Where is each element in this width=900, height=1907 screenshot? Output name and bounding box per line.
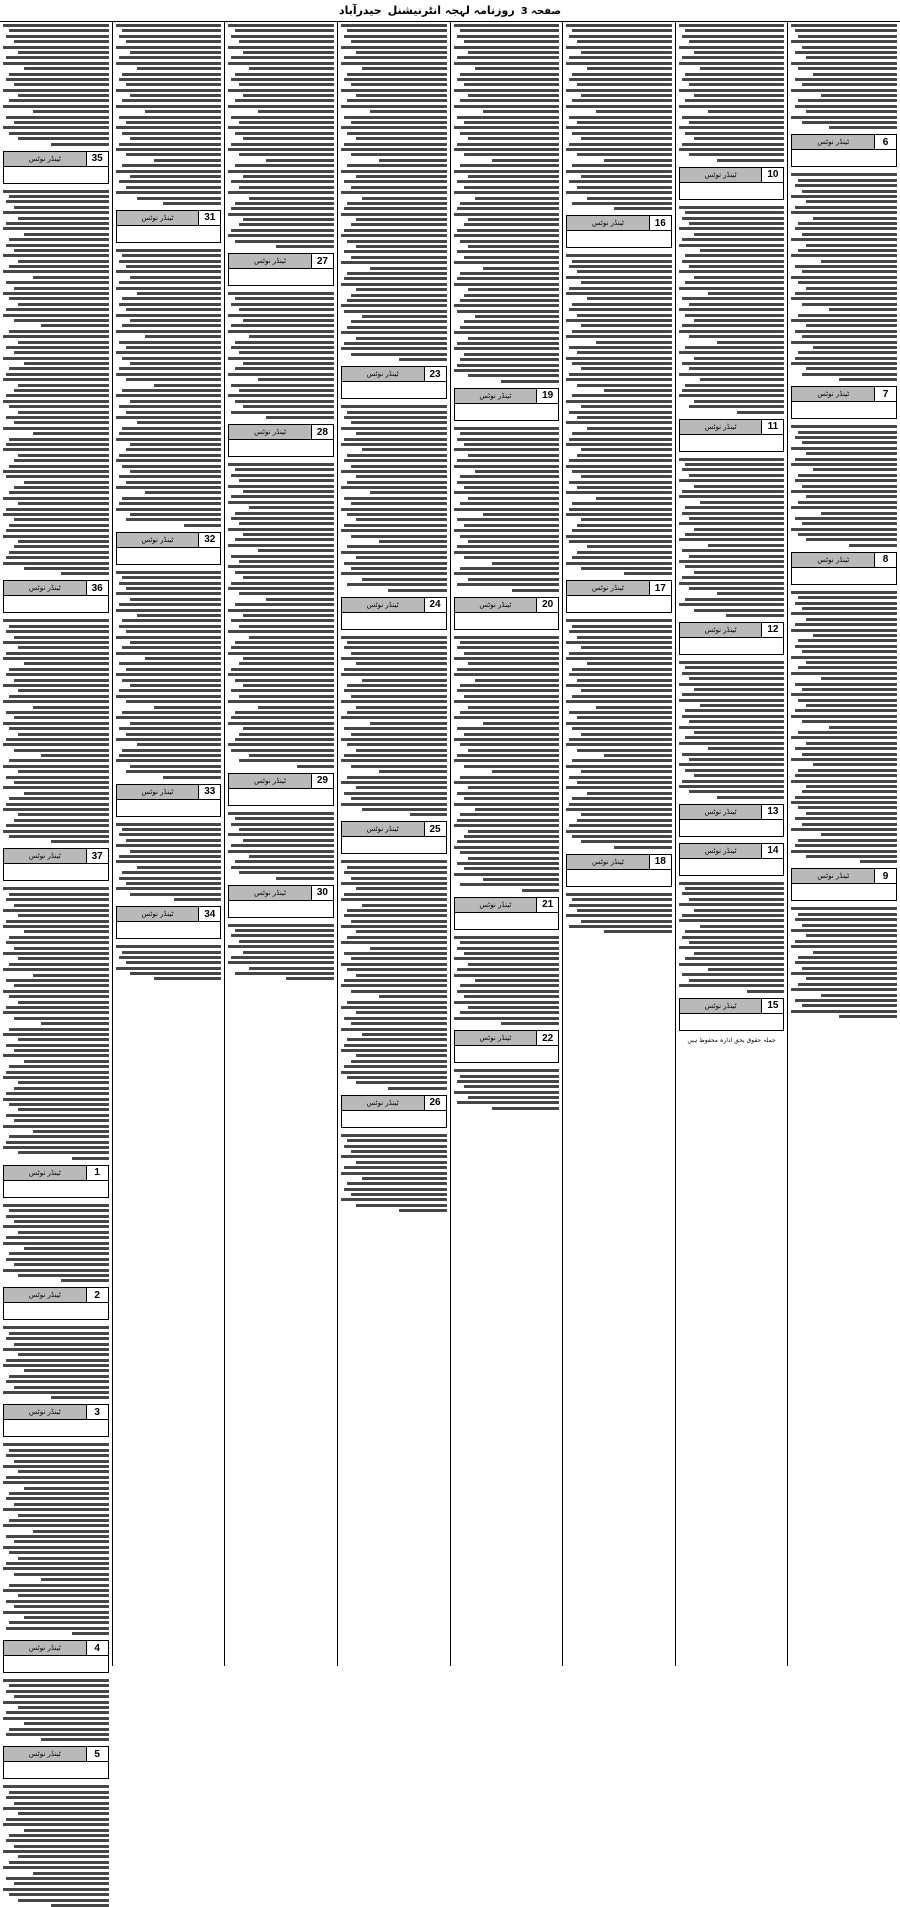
notice-box[interactable]: [566, 215, 672, 248]
notice-body: [680, 859, 784, 875]
notice-header: [4, 1288, 108, 1303]
notice-title: ٹینڈر نوٹس: [4, 1288, 86, 1302]
notice-box[interactable]: [679, 998, 785, 1031]
notice-box[interactable]: [3, 580, 109, 613]
notice-box[interactable]: [3, 151, 109, 184]
notice-title: ٹینڈر نوٹس: [680, 805, 762, 819]
notice-header: [792, 869, 896, 884]
paragraph: [566, 619, 672, 848]
notice-box[interactable]: [454, 597, 560, 630]
notice-title: ٹینڈر نوٹس: [455, 1031, 537, 1045]
notice-body: [342, 1111, 446, 1127]
notice-title: ٹینڈر نوٹس: [342, 367, 424, 381]
notice-title: ٹینڈر نوٹس: [117, 211, 199, 225]
notice-body: [117, 922, 221, 938]
paragraph: [116, 249, 222, 527]
notice-header: [4, 581, 108, 596]
notice-title: ٹینڈر نوٹس: [4, 1641, 86, 1655]
notice-box[interactable]: [791, 386, 897, 419]
notice-body: [117, 800, 221, 816]
paragraph: [3, 24, 109, 146]
notice-number: 18: [649, 855, 671, 869]
notice-box[interactable]: [679, 622, 785, 655]
notice-body: [4, 596, 108, 612]
column-1: [787, 22, 900, 1666]
notice-header: [455, 1031, 559, 1046]
notice-header: [680, 844, 784, 859]
notice-header: [4, 1405, 108, 1420]
notice-header: [567, 581, 671, 596]
notice-title: ٹینڈر نوٹس: [4, 152, 86, 166]
notice-title: ٹینڈر نوٹس: [4, 581, 86, 595]
notice-title: ٹینڈر نوٹس: [680, 168, 762, 182]
notice-box[interactable]: [341, 1095, 447, 1128]
notice-header: [792, 387, 896, 402]
notice-title: ٹینڈر نوٹس: [792, 387, 874, 401]
notice-box[interactable]: [566, 854, 672, 887]
paragraph: [3, 1443, 109, 1635]
notice-body: [4, 1303, 108, 1319]
notice-body: [342, 382, 446, 398]
notice-header: [342, 598, 446, 613]
paragraph: [791, 591, 897, 864]
notice-box[interactable]: [116, 906, 222, 939]
notice-header: [680, 999, 784, 1014]
paragraph: [228, 463, 334, 768]
paragraph: [116, 823, 222, 901]
notice-box[interactable]: [228, 773, 334, 806]
notice-box[interactable]: [3, 1165, 109, 1198]
notice-body: [680, 1014, 784, 1030]
paragraph: [679, 24, 785, 162]
notice-header: [455, 389, 559, 404]
notice-body: [455, 913, 559, 929]
column-6: [224, 22, 337, 1666]
notice-box[interactable]: [116, 532, 222, 565]
notice-title: ٹینڈر نوٹس: [4, 1747, 86, 1761]
notice-number: 1: [86, 1166, 108, 1180]
notice-box[interactable]: [454, 897, 560, 930]
notice-body: [680, 435, 784, 451]
notice-box[interactable]: [679, 843, 785, 876]
notice-body: [4, 1656, 108, 1672]
paragraph: [566, 893, 672, 934]
notice-title: ٹینڈر نوٹس: [680, 844, 762, 858]
notice-header: [117, 907, 221, 922]
notice-title: ٹینڈر نوٹس: [680, 420, 762, 434]
notice-header: [4, 152, 108, 167]
notice-number: 32: [198, 533, 220, 547]
notice-number: 30: [311, 886, 333, 900]
notice-title: ٹینڈر نوٹس: [4, 849, 86, 863]
masthead-edition: حیدرآباد: [338, 4, 382, 17]
notice-title: ٹینڈر نوٹس: [117, 907, 199, 921]
paragraph: [3, 619, 109, 843]
paragraph: [791, 24, 897, 129]
column-7: [112, 22, 225, 1666]
notice-header: [4, 1166, 108, 1181]
paragraph: [454, 936, 560, 1025]
paragraph: [341, 860, 447, 1089]
notice-body: [342, 613, 446, 629]
paragraph: [679, 458, 785, 617]
notice-number: 27: [311, 254, 333, 268]
notice-body: [4, 1762, 108, 1778]
paragraph: [679, 882, 785, 993]
paragraph: [341, 405, 447, 591]
notice-box[interactable]: [228, 885, 334, 918]
paragraph: [341, 24, 447, 361]
notice-box[interactable]: [791, 552, 897, 585]
paragraph: [3, 1326, 109, 1399]
notice-body: [455, 613, 559, 629]
paragraph: [791, 907, 897, 1018]
notice-box[interactable]: [116, 784, 222, 817]
notice-body: [567, 596, 671, 612]
notice-number: 21: [536, 898, 558, 912]
column-container: [0, 22, 900, 1760]
notice-number: 13: [761, 805, 783, 819]
notice-header: [117, 533, 221, 548]
notice-number: 9: [874, 869, 896, 883]
notice-body: [117, 226, 221, 242]
notice-header: [567, 855, 671, 870]
notice-number: 35: [86, 152, 108, 166]
column-4: [450, 22, 563, 1666]
paragraph: [454, 427, 560, 592]
notice-number: 29: [311, 774, 333, 788]
notice-body: [4, 1181, 108, 1197]
notice-box[interactable]: [791, 868, 897, 901]
notice-number: 26: [424, 1096, 446, 1110]
notice-box[interactable]: [3, 1746, 109, 1779]
notice-body: [792, 884, 896, 900]
notice-title: ٹینڈر نوٹس: [229, 425, 311, 439]
paragraph: [3, 1204, 109, 1282]
notice-box[interactable]: [341, 821, 447, 854]
notice-body: [342, 837, 446, 853]
notice-title: ٹینڈر نوٹس: [117, 533, 199, 547]
paragraph: [566, 254, 672, 575]
notice-box[interactable]: [3, 1404, 109, 1437]
notice-number: 7: [874, 387, 896, 401]
notice-header: [680, 805, 784, 820]
notice-title: ٹینڈر نوٹس: [680, 999, 762, 1013]
notice-header: [229, 774, 333, 789]
notice-number: 20: [536, 598, 558, 612]
notice-title: ٹینڈر نوٹس: [4, 1166, 86, 1180]
paragraph: [791, 425, 897, 547]
notice-title: ٹینڈر نوٹس: [455, 598, 537, 612]
notice-number: 12: [761, 623, 783, 637]
notice-number: 24: [424, 598, 446, 612]
notice-header: [342, 367, 446, 382]
notice-number: 16: [649, 216, 671, 230]
paragraph: [679, 206, 785, 414]
paragraph: [116, 24, 222, 205]
notice-header: [229, 425, 333, 440]
notice-number: 17: [649, 581, 671, 595]
column-5: [337, 22, 450, 1666]
notice-body: [4, 864, 108, 880]
notice-number: 23: [424, 367, 446, 381]
notice-number: 28: [311, 425, 333, 439]
paragraph: [341, 636, 447, 817]
notice-header: [229, 254, 333, 269]
notice-title: ٹینڈر نوٹس: [792, 869, 874, 883]
notice-title: ٹینڈر نوٹس: [229, 886, 311, 900]
notice-body: [229, 901, 333, 917]
notice-header: [342, 822, 446, 837]
notice-box[interactable]: [566, 580, 672, 613]
notice-body: [567, 231, 671, 247]
masthead: [0, 0, 900, 22]
notice-title: ٹینڈر نوٹس: [792, 135, 874, 149]
notice-box[interactable]: [791, 134, 897, 167]
notice-number: 3: [86, 1405, 108, 1419]
notice-box[interactable]: [3, 1640, 109, 1673]
notice-title: ٹینڈر نوٹس: [342, 822, 424, 836]
notice-title: ٹینڈر نوٹس: [117, 785, 199, 799]
notice-title: ٹینڈر نوٹس: [567, 855, 649, 869]
notice-number: 14: [761, 844, 783, 858]
notice-header: [455, 898, 559, 913]
notice-box[interactable]: [679, 167, 785, 200]
notice-header: [4, 1641, 108, 1656]
notice-body: [792, 150, 896, 166]
masthead-paper-name: روزنامہ لہجہ انٹرنیشنل: [387, 4, 515, 17]
notice-title: ٹینڈر نوٹس: [455, 898, 537, 912]
notice-header: [117, 785, 221, 800]
notice-number: 15: [761, 999, 783, 1013]
notice-body: [4, 1420, 108, 1436]
notice-title: ٹینڈر نوٹس: [342, 1096, 424, 1110]
notice-box[interactable]: [454, 1030, 560, 1063]
notice-body: [680, 820, 784, 836]
notice-box[interactable]: [228, 424, 334, 457]
notice-box[interactable]: [228, 253, 334, 286]
notice-box[interactable]: [679, 804, 785, 837]
notice-body: [4, 167, 108, 183]
notice-number: 5: [86, 1747, 108, 1761]
notice-body: [455, 1046, 559, 1062]
paragraph: [3, 1679, 109, 1741]
notice-box[interactable]: [116, 210, 222, 243]
notice-header: [680, 168, 784, 183]
notice-body: [455, 404, 559, 420]
notice-number: 19: [536, 389, 558, 403]
notice-title: ٹینڈر نوٹس: [342, 598, 424, 612]
notice-title: ٹینڈر نوٹس: [792, 553, 874, 567]
notice-body: [792, 568, 896, 584]
paragraph: [3, 190, 109, 576]
notice-body: [117, 548, 221, 564]
notice-title: ٹینڈر نوٹس: [4, 1405, 86, 1419]
notice-number: 2: [86, 1288, 108, 1302]
masthead-page-label: صفحہ 3: [520, 6, 562, 17]
notice-body: [680, 183, 784, 199]
notice-body: [229, 440, 333, 456]
paragraph: [454, 636, 560, 892]
notice-number: 10: [761, 168, 783, 182]
notice-number: 34: [198, 907, 220, 921]
notice-box[interactable]: [3, 1287, 109, 1320]
notice-body: [229, 789, 333, 805]
paragraph: [228, 924, 334, 981]
notice-body: [229, 269, 333, 285]
notice-title: ٹینڈر نوٹس: [229, 774, 311, 788]
footer-note: جملہ حقوق بحق ادارہ محفوظ ہیں: [687, 1036, 776, 1044]
notice-title: ٹینڈر نوٹس: [567, 581, 649, 595]
notice-box[interactable]: [3, 848, 109, 881]
notice-title: ٹینڈر نوٹس: [680, 623, 762, 637]
notice-box[interactable]: [341, 366, 447, 399]
paragraph: [228, 292, 334, 419]
notice-number: 4: [86, 1641, 108, 1655]
column-2: [675, 22, 788, 1666]
notice-number: 31: [198, 211, 220, 225]
notice-number: 33: [198, 785, 220, 799]
notice-header: [680, 420, 784, 435]
notice-box[interactable]: [341, 597, 447, 630]
paragraph: [454, 1069, 560, 1110]
paragraph: [454, 24, 560, 383]
notice-header: [342, 1096, 446, 1111]
notice-body: [567, 870, 671, 886]
column-8: [0, 22, 112, 1760]
paragraph: [228, 24, 334, 248]
paragraph: [116, 571, 222, 779]
notice-header: [792, 135, 896, 150]
notice-header: [4, 849, 108, 864]
notice-number: 37: [86, 849, 108, 863]
paragraph: [3, 887, 109, 1160]
notice-number: 22: [536, 1031, 558, 1045]
notice-header: [567, 216, 671, 231]
notice-header: [680, 623, 784, 638]
paragraph: [791, 173, 897, 381]
notice-body: [792, 402, 896, 418]
notice-header: [792, 553, 896, 568]
notice-body: [680, 638, 784, 654]
notice-header: [4, 1747, 108, 1762]
notice-box[interactable]: [454, 388, 560, 421]
notice-header: [229, 886, 333, 901]
paragraph: [3, 1785, 109, 1907]
paragraph: [679, 661, 785, 799]
notice-number: 8: [874, 553, 896, 567]
notice-number: 11: [761, 420, 783, 434]
notice-title: ٹینڈر نوٹس: [455, 389, 537, 403]
notice-header: [455, 598, 559, 613]
paragraph: [341, 1134, 447, 1212]
notice-title: ٹینڈر نوٹس: [229, 254, 311, 268]
paragraph: [566, 24, 672, 210]
column-3: [562, 22, 675, 1666]
paragraph: [116, 945, 222, 980]
paragraph: [228, 812, 334, 880]
notice-number: 25: [424, 822, 446, 836]
notice-number: 6: [874, 135, 896, 149]
notice-title: ٹینڈر نوٹس: [567, 216, 649, 230]
notice-number: 36: [86, 581, 108, 595]
notice-header: [117, 211, 221, 226]
notice-box[interactable]: [679, 419, 785, 452]
